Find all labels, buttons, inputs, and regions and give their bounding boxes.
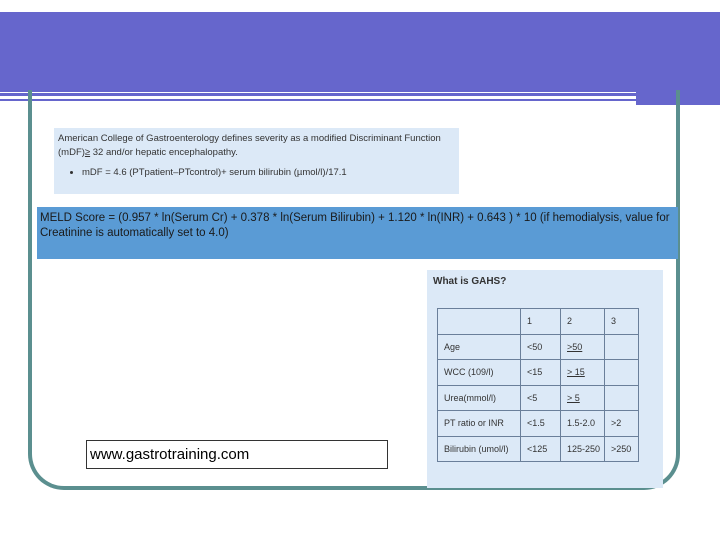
table-header-row [438,309,639,335]
mdf-threshold: 32 and/or hepatic encephalopathy. [90,147,238,158]
meld-formula-text: MELD Score = (0.957 * ln(Serum Cr) + 0.378 * ln(Serum Bilirubin) + 1.120 * ln(INR) + 0.643 ) * 10 (if hemodialysis, value for Creatinine is automatically set to 4.0) [40,212,670,239]
table-cell: <125 [521,436,561,462]
table-cell [605,385,639,411]
table-row [438,334,639,360]
gahs-title: What is GAHS? [433,276,507,287]
table-cell: >50 [561,334,605,360]
acg-definition-text: American College of Gastroenterology defines severity as a modified Discriminant Function [58,133,441,144]
table-cell: <50 [521,334,561,360]
table-cell [605,334,639,360]
table-row [438,385,639,411]
header-cell: 2 [561,309,605,335]
mdf-label: (mDF) [58,147,85,158]
table-cell: > 5 [561,385,605,411]
meld-formula-box [37,207,678,259]
table-cell: 1.5-2.0 [561,411,605,437]
table-cell: Urea(mmol/l) [438,385,521,411]
table-cell: WCC (109/l) [438,360,521,386]
table-cell: Bilirubin (umol/l) [438,436,521,462]
table-cell: <15 [521,360,561,386]
gte-sign: ≥ [84,147,91,158]
header-cell [438,309,521,335]
header-cell: 3 [605,309,639,335]
header-cell: 1 [521,309,561,335]
gahs-box [427,270,663,488]
header-band [0,12,720,92]
acg-bullet-list [58,166,459,180]
acg-definition-box [54,128,459,194]
table-cell: Age [438,334,521,360]
gahs-table [437,308,639,462]
table-row [438,360,639,386]
mdf-formula: • mDF = 4.6 (PTpatient–PTcontrol)+ serum bilirubin (µmol/l)/17.1 [82,166,459,180]
acg-definition-text-2 [58,146,459,160]
table-cell: >2 [605,411,639,437]
table-cell: <5 [521,385,561,411]
table-cell: 125-250 [561,436,605,462]
table-cell: > 15 [561,360,605,386]
table-row [438,411,639,437]
table-row [438,436,639,462]
table-cell [605,360,639,386]
table-cell: >250 [605,436,639,462]
table-cell: PT ratio or INR [438,411,521,437]
website-url: www.gastrotraining.com [86,440,388,469]
table-cell: <1.5 [521,411,561,437]
